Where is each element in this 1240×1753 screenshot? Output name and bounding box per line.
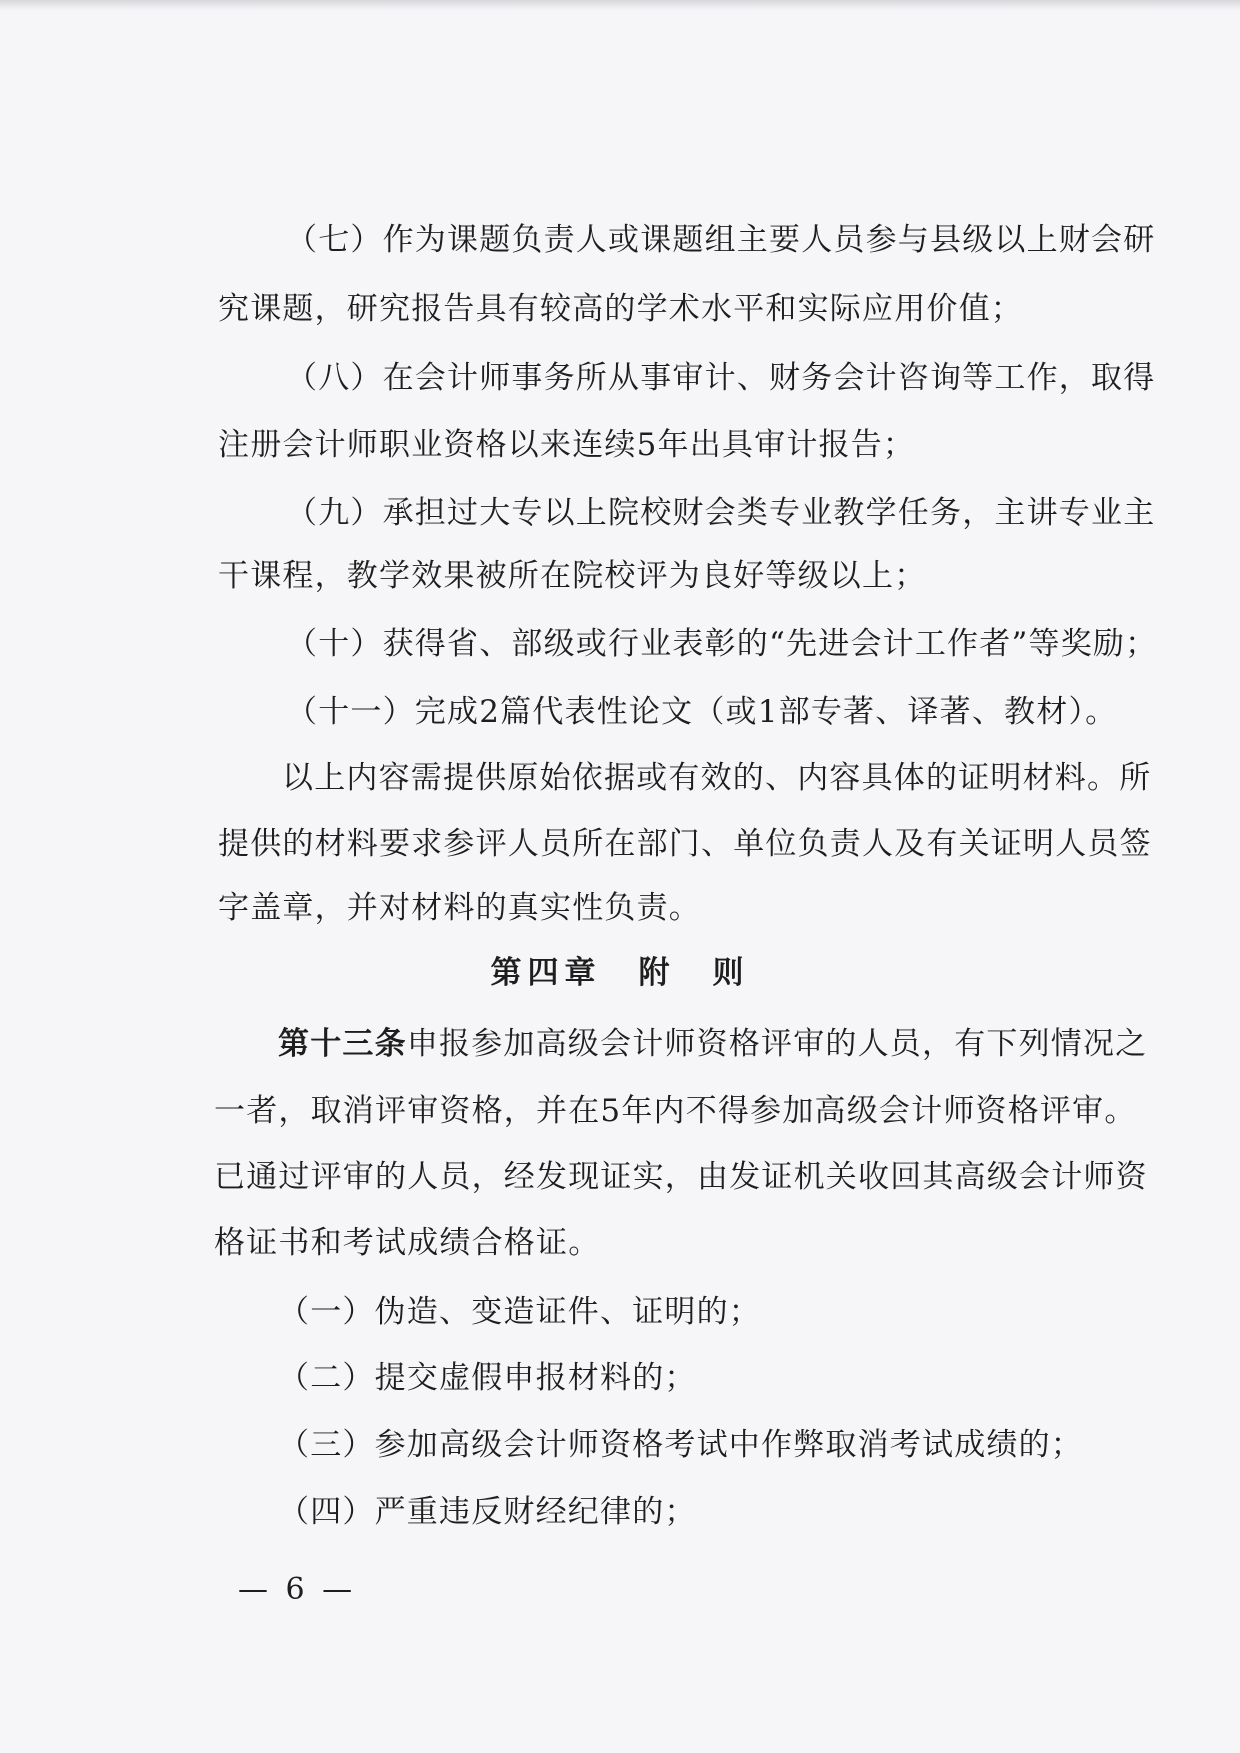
clause-3: （三）参加高级会计师资格考试中作弊取消考试成绩的； — [278, 1427, 1083, 1463]
item-7-line-1: （七）作为课题负责人或课题组主要人员参与县级以上财会研 — [286, 222, 1156, 258]
clause-2: （二）提交虚假申报材料的； — [278, 1360, 697, 1396]
article-13-line-1-text: 申报参加高级会计师资格评审的人员，有下列情况之 — [406, 1026, 1148, 1062]
article-13-line-2: 一者，取消评审资格，并在5年内不得参加高级会计师资格评审。 — [214, 1093, 1137, 1129]
clause-4: （四）严重违反财经纪律的； — [278, 1494, 697, 1530]
item-8-line-2: 注册会计师职业资格以来连续5年出具审计报告； — [218, 427, 916, 463]
item-10: （十）获得省、部级或行业表彰的“先进会计工作者”等奖励； — [286, 626, 1158, 662]
clause-1: （一）伪造、变造证件、证明的； — [278, 1294, 761, 1330]
note-line-1: 以上内容需提供原始依据或有效的、内容具体的证明材料。所 — [282, 760, 1152, 796]
item-8-line-1: （八）在会计师事务所从事审计、财务会计咨询等工作，取得 — [286, 360, 1156, 396]
item-9-line-2: 干课程，教学效果被所在院校评为良好等级以上； — [218, 558, 927, 594]
note-line-2: 提供的材料要求参评人员所在部门、单位负责人及有关证明人员签 — [218, 826, 1152, 862]
item-7-line-2: 究课题，研究报告具有较高的学术水平和实际应用价值； — [218, 291, 1023, 327]
page-number: — 6 — — [238, 1572, 357, 1607]
article-13-label: 第十三条 — [278, 1026, 407, 1062]
article-13-line-3: 已通过评审的人员，经发现证实，由发证机关收回其高级会计师资 — [214, 1159, 1148, 1195]
chapter-heading: 第四章 附 则 — [490, 955, 750, 991]
note-line-3: 字盖章，并对材料的真实性负责。 — [218, 890, 701, 926]
article-13-line-1 — [278, 1024, 1147, 1064]
article-13-line-4: 格证书和考试成绩合格证。 — [214, 1225, 601, 1261]
item-11: （十一）完成2篇代表性论文（或1部专著、译著、教材）。 — [286, 694, 1118, 730]
item-9-line-1: （九）承担过大专以上院校财会类专业教学任务，主讲专业主 — [286, 495, 1156, 531]
